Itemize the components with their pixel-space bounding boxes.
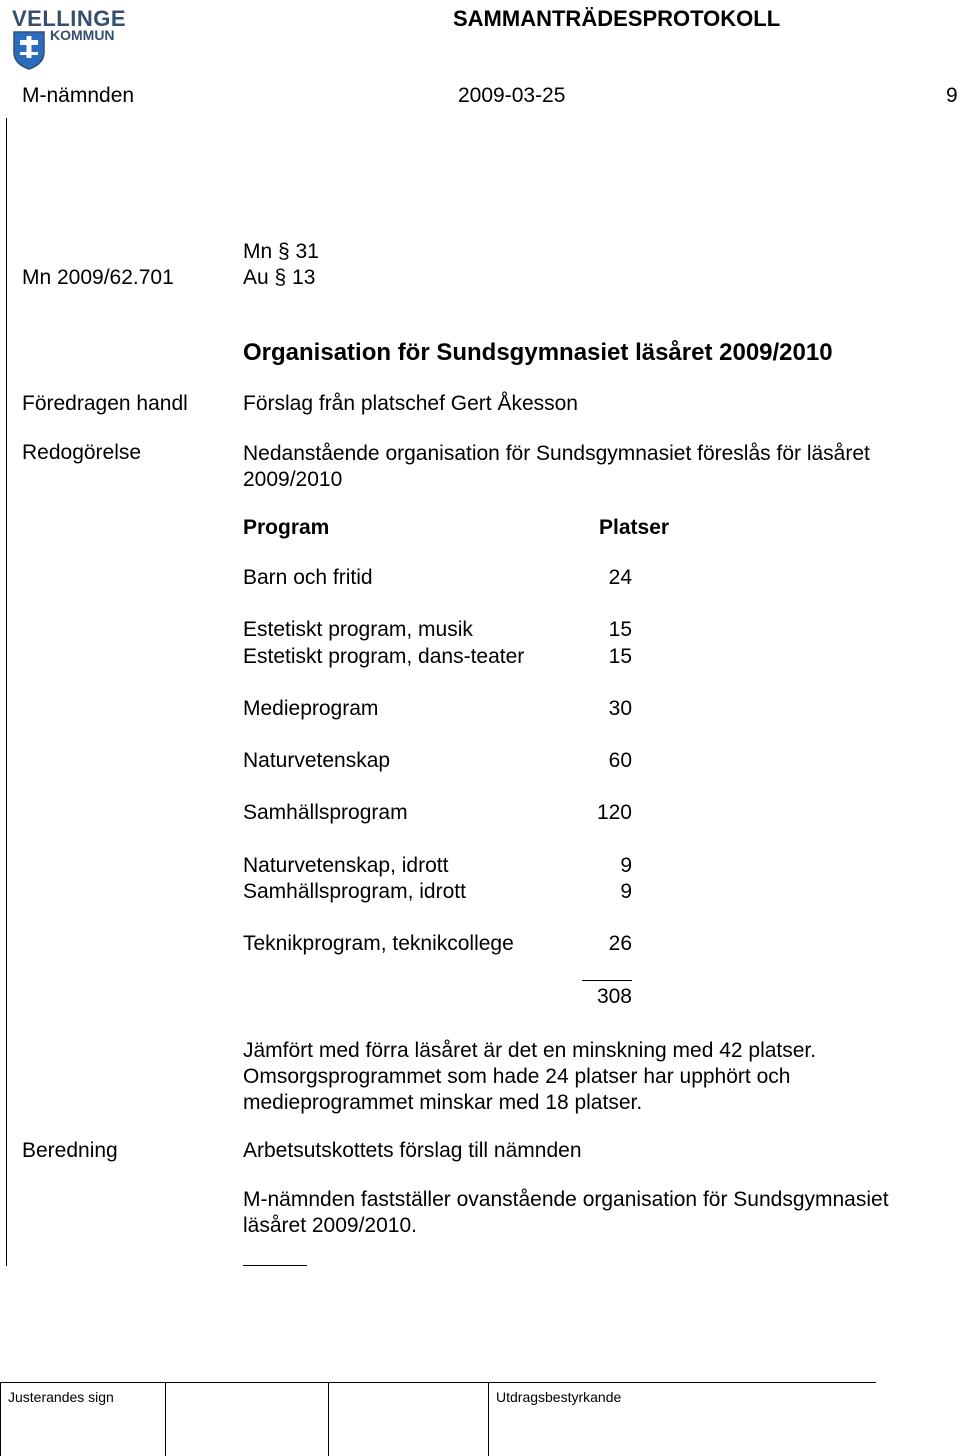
table-row-program: Estetiskt program, musik [243, 618, 473, 641]
table-row-places: 30 [608, 697, 632, 720]
footer-box-border [328, 1382, 329, 1456]
table-row-places: 24 [608, 566, 632, 589]
preparation-label: Beredning [22, 1139, 118, 1162]
table-row-places: 26 [608, 932, 632, 955]
coat-of-arms-icon [12, 30, 46, 70]
municipality-logo [12, 6, 127, 72]
page-number: 9 [946, 84, 958, 107]
logo-text-line2: KOMMUN [50, 27, 115, 43]
sum-underline [582, 980, 632, 981]
mn-paragraph-ref: Mn § 31 [243, 240, 319, 263]
meeting-date: 2009-03-25 [458, 84, 566, 107]
report-label: Redogörelse [22, 441, 142, 464]
extract-certification-label: Utdragsbestyrkande [496, 1389, 622, 1405]
decision-text: M-nämnden fastställer ovanstående organisation för Sundsgymnasiet läsåret 2009/2010. [243, 1188, 889, 1237]
logo-text-line1: VELLINGE [12, 6, 127, 31]
table-row-program: Estetiskt program, dans-teater [243, 645, 525, 668]
signature-label: Justerandes sign [8, 1389, 114, 1405]
page-title: Organisation för Sundsgymnasiet läsåret 2009/2010 [243, 339, 833, 366]
preparation-heading: Arbetsutskottets förslag till nämnden [243, 1139, 582, 1162]
footer-box-border [0, 1382, 1, 1456]
margin-line [6, 118, 7, 1266]
table-row-places: 9 [620, 880, 632, 903]
footer-top-line [0, 1382, 876, 1383]
table-row-places: 15 [608, 645, 632, 668]
table-row-program: Barn och fritid [243, 566, 373, 589]
table-row-program: Samhällsprogram [243, 801, 408, 824]
table-row-places: 60 [608, 749, 632, 772]
committee-name: M-nämnden [22, 84, 135, 107]
table-row-places: 120 [596, 801, 632, 824]
end-mark-line [243, 1265, 307, 1266]
comparison-text: Jämfört med förra läsåret är det en minskning med 42 platser. Omsorgsprogrammet som hade 24 platser har upphört och medieprogrammet minskar med 18 platser. [243, 1039, 817, 1114]
table-row-places: 9 [620, 854, 632, 877]
presenter-label: Föredragen handl [22, 392, 188, 415]
table-row-places: 15 [608, 618, 632, 641]
table-row-program: Medieprogram [243, 697, 379, 720]
footer-box-border [165, 1382, 166, 1456]
presenter-text: Förslag från platschef Gert Åkesson [243, 392, 578, 415]
report-text: Nedanstående organisation för Sundsgymnasiet föreslås för läsåret 2009/2010 [243, 442, 870, 491]
footer-box-border [488, 1382, 489, 1456]
table-total: 308 [596, 985, 632, 1008]
au-paragraph-ref: Au § 13 [243, 266, 316, 289]
table-row-program: Samhällsprogram, idrott [243, 880, 466, 903]
table-row-program: Naturvetenskap [243, 749, 391, 772]
column-header-program: Program [243, 516, 330, 539]
table-row-program: Teknikprogram, teknikcollege [243, 932, 514, 955]
table-row-program: Naturvetenskap, idrott [243, 854, 449, 877]
case-number: Mn 2009/62.701 [22, 266, 174, 289]
column-header-places: Platser [599, 516, 670, 539]
document-type: SAMMANTRÄDESPROTOKOLL [453, 6, 781, 31]
